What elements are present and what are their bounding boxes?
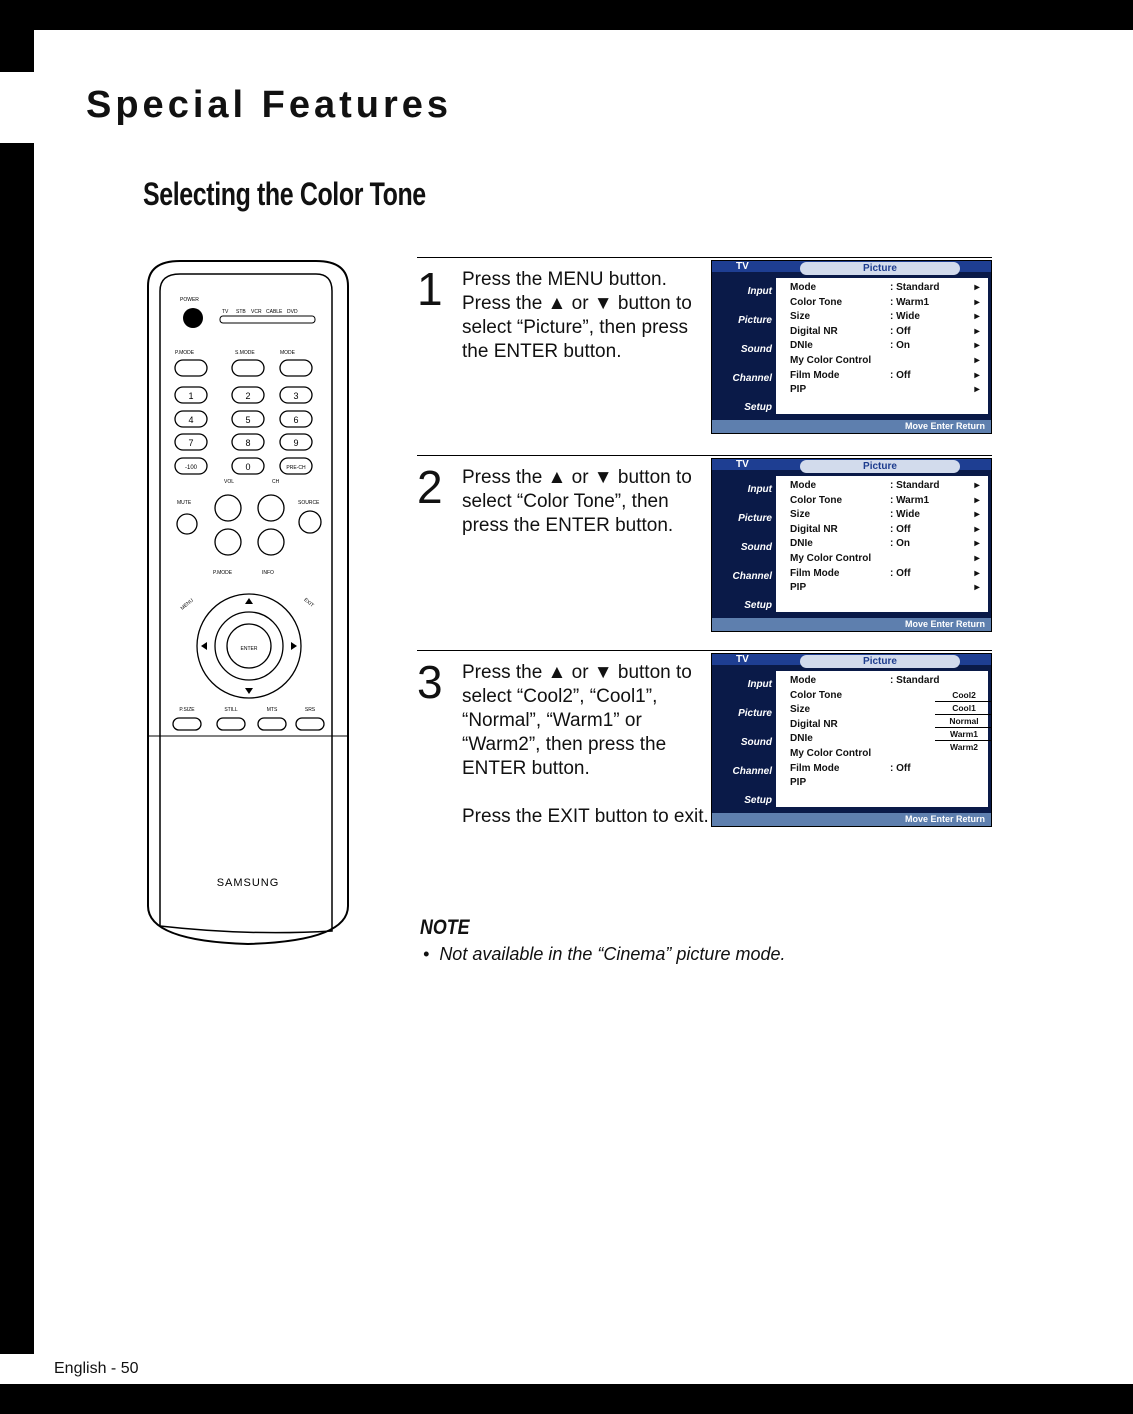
svg-text:STB: STB xyxy=(236,309,246,315)
osd-menu: Mode : Standard ▸ Color Tone : Warm1 ▸ Size : Wide ▸ Digital NR : Off ▸ DNIe : On ▸ My Color Control ▸ Film Mode : Off ▸ PIP ▸ xyxy=(776,278,988,414)
section-title: Special Features xyxy=(86,84,453,126)
svg-text:4: 4 xyxy=(188,415,194,425)
osd-sidebar: Input Picture Sound Channel Setup xyxy=(732,484,772,611)
svg-text:1: 1 xyxy=(188,391,194,401)
bottom-black-bar xyxy=(0,1384,1133,1414)
svg-text:7: 7 xyxy=(188,438,194,448)
osd-tv-label: TV xyxy=(736,459,749,470)
osd-sidebar: Input Picture Sound Channel Setup xyxy=(732,286,772,413)
svg-text:MTS: MTS xyxy=(266,707,278,713)
svg-text:S.MODE: S.MODE xyxy=(235,350,255,356)
left-edge-tab xyxy=(0,30,34,72)
svg-text:P.SIZE: P.SIZE xyxy=(179,707,195,713)
tv-menu-screen xyxy=(711,653,992,827)
note-item: • Not available in the “Cinema” picture mode. xyxy=(423,944,786,964)
step-2 xyxy=(417,455,992,636)
menu-label: MENU xyxy=(179,597,195,612)
osd-menu: Mode : Standard Color Tone Size Digital NR DNIe My Color Control Film Mode : Off PIP Cool2 Cool1 Normal Warm1 Warm2 xyxy=(776,671,988,807)
svg-text:TV: TV xyxy=(222,309,229,315)
osd-footer: Move Enter Return xyxy=(712,618,991,631)
power-label: POWER xyxy=(180,297,199,303)
osd-title: Picture xyxy=(800,655,960,668)
osd-footer: Move Enter Return xyxy=(712,420,991,433)
note-heading: NOTE xyxy=(420,916,470,939)
svg-text:0: 0 xyxy=(245,462,251,472)
svg-text:6: 6 xyxy=(293,415,299,425)
exit-label: EXIT xyxy=(302,597,315,609)
info-label: INFO xyxy=(262,570,274,576)
page-footer: English - 50 xyxy=(54,1360,139,1377)
svg-text:VCR: VCR xyxy=(251,309,262,315)
left-black-bar xyxy=(0,143,34,1354)
step-number: 3 xyxy=(417,656,443,708)
step-number: 1 xyxy=(417,263,443,315)
osd-title: Picture xyxy=(800,262,960,275)
step-3 xyxy=(417,650,992,831)
svg-text:-100: -100 xyxy=(184,465,198,471)
svg-text:STILL: STILL xyxy=(224,707,238,713)
remote-control-illustration xyxy=(140,256,356,946)
source-label: SOURCE xyxy=(298,500,320,506)
enter-label: ENTER xyxy=(240,646,258,652)
svg-text:SRS: SRS xyxy=(304,707,316,713)
svg-text:MODE: MODE xyxy=(280,350,295,356)
brand-label: SAMSUNG xyxy=(216,877,280,889)
tv-menu-screen xyxy=(711,458,992,632)
svg-text:PRE-CH: PRE-CH xyxy=(286,465,306,471)
osd-tv-label: TV xyxy=(736,654,749,665)
osd-tv-label: TV xyxy=(736,261,749,272)
page-heading: Selecting the Color Tone xyxy=(143,176,426,212)
tv-menu-screen xyxy=(711,260,992,434)
osd-title: Picture xyxy=(800,460,960,473)
osd-menu: Mode : Standard ▸ Color Tone : Warm1 ▸ Size : Wide ▸ Digital NR : Off ▸ DNIe : On ▸ My Color Control ▸ Film Mode : Off ▸ PIP ▸ xyxy=(776,476,988,612)
pmode-label: P.MODE xyxy=(213,570,233,576)
svg-text:2: 2 xyxy=(245,391,251,401)
svg-text:3: 3 xyxy=(293,391,299,401)
svg-text:P.MODE: P.MODE xyxy=(175,350,195,356)
power-button xyxy=(183,308,203,328)
step-instructions: Press the ▲ or ▼ button to select “Cool2”, “Cool1”, “Normal”, “Warm1” or “Warm2”, then press the ENTER button. Press the EXIT button to exit. xyxy=(462,662,709,827)
osd-sidebar: Input Picture Sound Channel Setup xyxy=(732,679,772,806)
svg-text:5: 5 xyxy=(245,415,251,425)
svg-text:8: 8 xyxy=(245,438,251,448)
step-number: 2 xyxy=(417,461,443,513)
osd-footer: Move Enter Return xyxy=(712,813,991,826)
step-instructions: Press the MENU button. Press the ▲ or ▼ button to select “Picture”, then press the ENTER button. xyxy=(462,269,692,362)
mute-label: MUTE xyxy=(177,500,192,506)
step-instructions: Press the ▲ or ▼ button to select “Color Tone”, then press the ENTER button. xyxy=(462,467,692,536)
svg-text:CABLE: CABLE xyxy=(266,309,283,315)
top-black-bar xyxy=(0,0,1133,30)
vol-label: VOL xyxy=(224,479,235,485)
ch-label: CH xyxy=(272,479,280,485)
color-tone-dropdown: Cool2 Cool1 Normal Warm1 Warm2 xyxy=(935,689,992,753)
step-1 xyxy=(417,257,992,438)
svg-text:DVD: DVD xyxy=(287,309,298,315)
svg-text:9: 9 xyxy=(293,438,299,448)
